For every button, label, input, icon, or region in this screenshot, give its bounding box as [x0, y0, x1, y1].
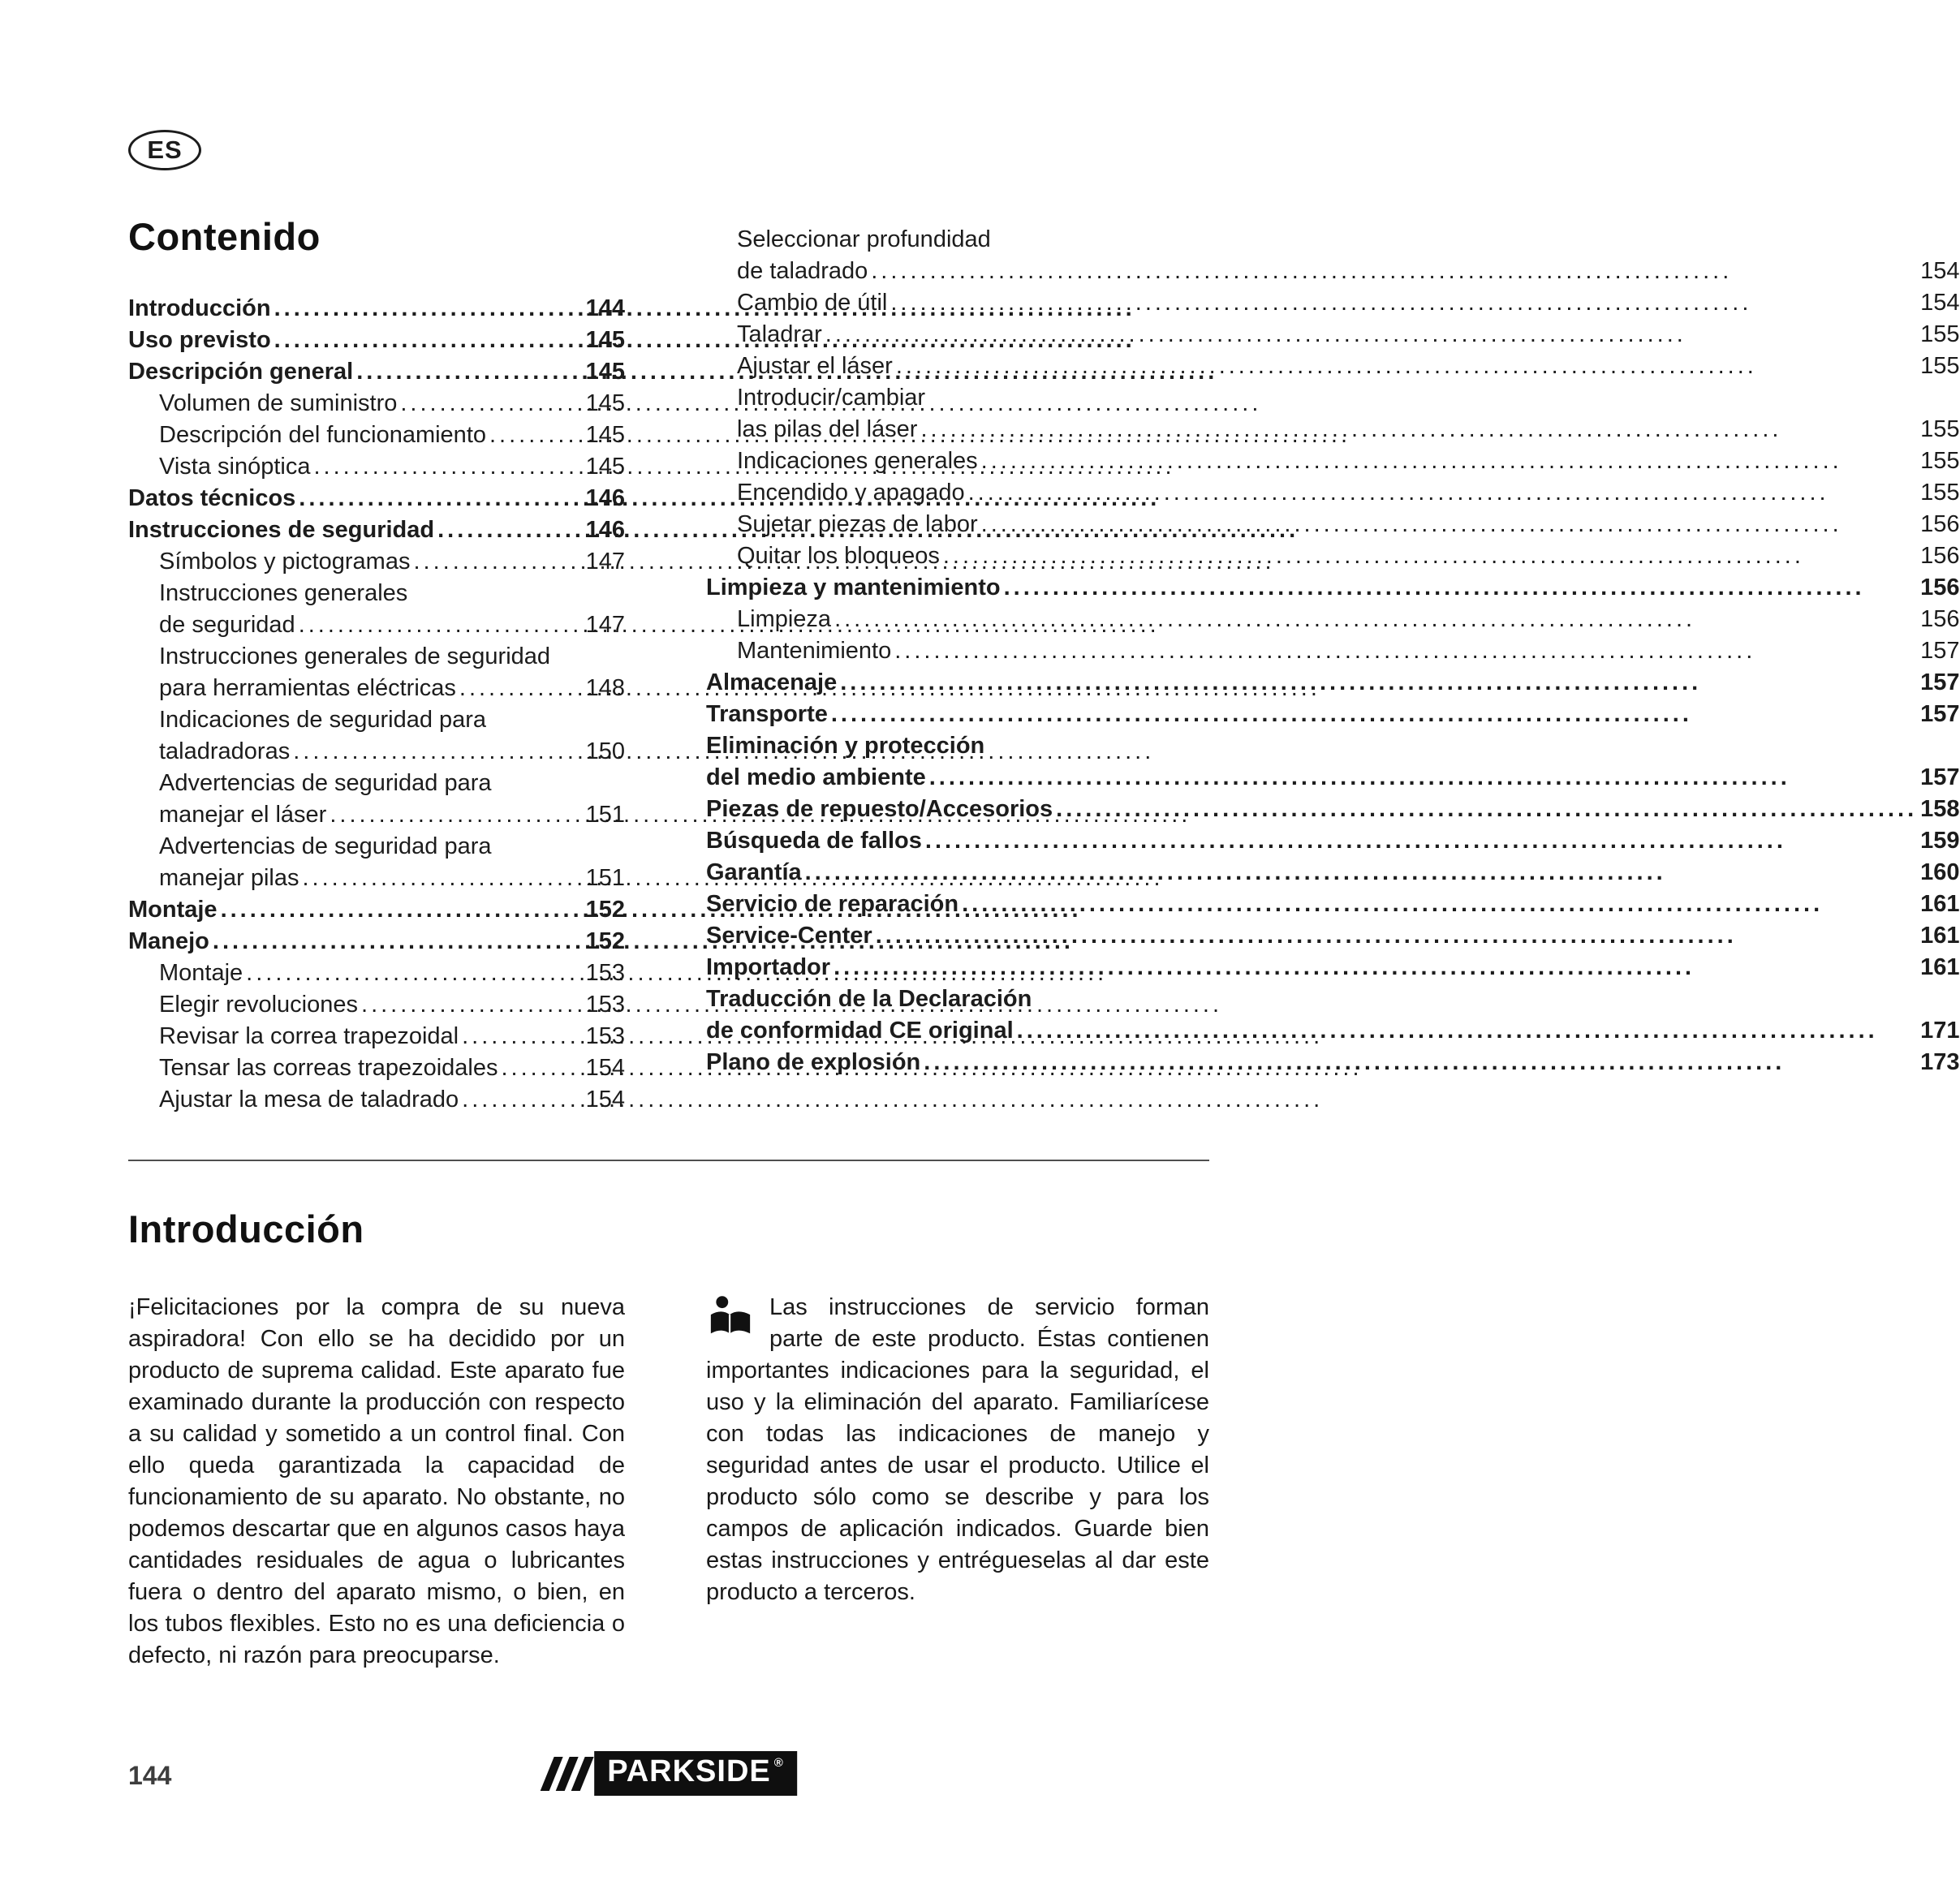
brand-box	[594, 1751, 797, 1796]
toc-dot-leader	[943, 540, 1917, 572]
toc-dot-leader	[968, 477, 1918, 509]
toc-entry-page: 146	[585, 485, 625, 511]
toc-entry-page: 147	[585, 549, 625, 575]
toc-entry-page: 152	[585, 928, 625, 954]
toc-entry-page: 156	[1920, 606, 1960, 632]
toc-entry-page: 161	[1920, 923, 1960, 949]
introduction-title: Introducción	[128, 1207, 364, 1250]
toc-dot-leader	[299, 483, 582, 514]
toc-dot-leader	[361, 989, 583, 1021]
toc-entry-label: Eliminación y protección	[706, 733, 985, 759]
toc-entry	[128, 831, 625, 894]
toc-entry-page: 158	[1920, 796, 1960, 822]
toc-entry-label: Importador	[706, 954, 831, 980]
toc-entry	[128, 546, 625, 578]
toc-dot-leader	[302, 863, 582, 894]
toc-dot-leader	[894, 635, 1917, 667]
toc-entry-label: Cambio de útil	[737, 290, 888, 316]
toc-column-left	[128, 214, 625, 1116]
toc-entry	[706, 477, 1960, 509]
toc-entry	[706, 604, 1960, 635]
toc-entry-label: Seleccionar profundidad	[737, 226, 991, 252]
page-footer	[128, 1749, 1209, 1796]
toc-dot-leader	[299, 609, 583, 641]
toc-entry	[128, 958, 625, 989]
toc-entry-label: Instrucciones de seguridad	[128, 517, 435, 543]
toc-dot-leader	[871, 256, 1917, 287]
toc-entry-label: manejar el láser	[159, 802, 327, 828]
toc-entry	[706, 667, 1960, 699]
toc-dot-leader	[890, 287, 1917, 319]
toc-entry-page: 156	[1920, 511, 1960, 537]
toc-entry	[128, 293, 625, 325]
toc-dot-leader	[400, 388, 582, 420]
toc-entry-label: Servicio de reparación	[706, 891, 959, 917]
toc-entry-label: Indicaciones generales	[737, 448, 978, 474]
toc-entry-label: de conformidad CE original	[706, 1018, 1014, 1044]
toc-dot-leader	[274, 325, 583, 356]
toc-entry	[128, 704, 625, 768]
toc-entry-label: Advertencias de seguridad para	[159, 833, 492, 859]
toc-entry	[706, 794, 1960, 825]
toc-entry-page: 157	[1920, 669, 1960, 695]
toc-column-left-list	[128, 293, 625, 1116]
toc-entry-page: 154	[585, 1055, 625, 1081]
contents-title: Contenido	[128, 215, 321, 258]
toc-entry	[706, 983, 1960, 1047]
toc-entry-page: 155	[1920, 416, 1960, 442]
toc-dot-leader	[825, 319, 1917, 351]
toc-entry	[128, 388, 625, 420]
language-badge: ES	[128, 130, 201, 170]
toc-entry	[128, 420, 625, 451]
toc-dot-leader	[501, 1052, 582, 1084]
toc-entry-page: 156	[1920, 543, 1960, 569]
toc-entry	[706, 351, 1960, 382]
toc-dot-leader	[489, 420, 583, 451]
toc-entry-label: Garantía	[706, 859, 802, 885]
toc-entry-label: Mantenimiento	[737, 638, 892, 664]
intro-paragraph-left: ¡Felicitaciones por la compra de su nueva aspiradora! Con ello se ha decidido por un producto de suprema calidad. Este aparato fue examinado durante la producción con respecto a su calidad y sometido a un control final. Con ello queda garantizada la capacidad de funcionamiento de su aparato. No obstante, no podemos descartar que en algunos casos haya cantidades residuales de agua o lubricantes fuera o dentro del aparato mismo, o bien, en los tubos flexibles. Esto no es una deficiencia o defecto, ni razón para preocuparse.	[128, 1294, 625, 1668]
toc-entry-label: Traducción de la Declaración	[706, 986, 1032, 1012]
toc-dot-leader	[981, 445, 1918, 477]
parkside-logo	[541, 1751, 797, 1796]
toc-entry	[706, 572, 1960, 604]
toc-dot-leader	[1004, 572, 1918, 604]
toc-dot-leader	[293, 736, 582, 768]
toc-entry-label: Encendido y apagado	[737, 480, 965, 506]
toc-entry-label: Plano de explosión	[706, 1049, 921, 1075]
page-number: 144	[128, 1761, 172, 1790]
toc-entry-page: 161	[1920, 891, 1960, 917]
toc-entry	[128, 894, 625, 926]
section-divider	[128, 1160, 1209, 1161]
toc-entry-page: 155	[1920, 480, 1960, 506]
toc-entry-label: Instrucciones generales de seguridad	[159, 643, 551, 669]
toc-entry	[706, 540, 1960, 572]
toc-entry-page: 171	[1920, 1018, 1960, 1044]
brand-name: PARKSIDE	[607, 1754, 771, 1789]
toc-entry-label: de taladrado	[737, 258, 868, 284]
toc-entry	[706, 952, 1960, 983]
toc-dot-leader	[920, 414, 1917, 445]
toc-entry-label: Elegir revoluciones	[159, 992, 359, 1018]
registered-mark-icon: ®	[773, 1756, 784, 1771]
toc-entry-label: Símbolos y pictogramas	[159, 549, 411, 575]
table-of-contents	[128, 214, 1960, 1116]
toc-entry-label: Descripción del funcionamiento	[159, 422, 486, 448]
toc-entry	[706, 635, 1960, 667]
toc-entry-page: 145	[585, 422, 625, 448]
toc-entry	[128, 1052, 625, 1084]
toc-entry	[706, 920, 1960, 952]
toc-entry-page: 157	[1920, 764, 1960, 790]
toc-dot-leader	[330, 799, 582, 831]
toc-entry-page: 153	[585, 960, 625, 986]
read-manual-icon	[706, 1294, 755, 1336]
toc-dot-leader	[896, 351, 1917, 382]
toc-dot-leader	[221, 894, 583, 926]
toc-entry	[706, 699, 1960, 730]
toc-entry	[128, 926, 625, 958]
toc-entry-label: Almacenaje	[706, 669, 838, 695]
toc-dot-leader	[925, 825, 1917, 857]
toc-entry-page: 157	[1920, 638, 1960, 664]
toc-entry-page: 155	[1920, 321, 1960, 347]
toc-dot-leader	[246, 958, 582, 989]
toc-entry	[128, 451, 625, 483]
toc-entry	[706, 730, 1960, 794]
toc-dot-leader	[213, 926, 583, 958]
toc-entry-label: Volumen de suministro	[159, 390, 398, 416]
toc-entry-page: 145	[585, 390, 625, 416]
intro-right-text: Las instrucciones de servicio forman parte de este producto. Éstas contienen importantes indicaciones para la seguridad, el uso y la eliminación del aparato. Familiarícese con todas las indicaciones de manejo y seguridad antes de usar el producto. Utilice el producto sólo como se describe y para los campos de aplicación indicados. Guarde bien estas instrucciones y entrégueselas al dar este producto a terceros.	[706, 1294, 1209, 1605]
toc-entry-page: 148	[585, 675, 625, 701]
toc-entry-page: 145	[585, 359, 625, 385]
toc-entry-page: 151	[585, 802, 625, 828]
toc-entry-page: 150	[585, 738, 625, 764]
toc-entry-label: Sujetar piezas de labor	[737, 511, 978, 537]
toc-entry	[128, 1084, 625, 1116]
toc-entry-label: las pilas del láser	[737, 416, 918, 442]
toc-entry	[706, 445, 1960, 477]
toc-entry-page: 146	[585, 517, 625, 543]
toc-entry-label: manejar pilas	[159, 865, 299, 891]
toc-entry	[706, 319, 1960, 351]
intro-paragraph-right	[706, 1292, 1209, 1672]
toc-entry-page: 155	[1920, 353, 1960, 379]
toc-entry-label: Limpieza y mantenimiento	[706, 575, 1001, 600]
toc-entry-page: 153	[585, 1023, 625, 1049]
toc-dot-leader	[313, 451, 582, 483]
toc-entry-label: Introducción	[128, 295, 271, 321]
toc-entry	[128, 768, 625, 831]
toc-entry-label: Manejo	[128, 928, 209, 954]
toc-column-right	[706, 214, 1960, 1116]
toc-entry-page: 145	[585, 454, 625, 480]
toc-dot-leader	[834, 604, 1917, 635]
toc-entry-page: 155	[1920, 448, 1960, 474]
toc-dot-leader	[1056, 794, 1917, 825]
toc-entry-label: Descripción general	[128, 359, 354, 385]
toc-entry	[128, 1021, 625, 1052]
toc-entry-label: Limpieza	[737, 606, 832, 632]
toc-entry	[128, 641, 625, 704]
toc-dot-leader	[831, 699, 1917, 730]
toc-entry-page: 154	[1920, 258, 1960, 284]
toc-dot-leader	[437, 514, 583, 546]
toc-entry-label: Introducir/cambiar	[737, 385, 926, 411]
toc-entry-label: taladradoras	[159, 738, 291, 764]
toc-dot-leader	[981, 509, 1918, 540]
toc-entry	[706, 1047, 1960, 1078]
toc-entry-label: Revisar la correa trapezoidal	[159, 1023, 459, 1049]
toc-entry-label: Vista sinóptica	[159, 454, 311, 480]
toc-entry	[128, 483, 625, 514]
toc-entry	[128, 356, 625, 388]
toc-entry	[706, 224, 1960, 287]
toc-entry	[128, 325, 625, 356]
toc-entry-page: 154	[585, 1087, 625, 1113]
toc-entry-page: 157	[1920, 701, 1960, 727]
toc-entry	[128, 514, 625, 546]
toc-entry-label: Datos técnicos	[128, 485, 296, 511]
toc-entry-page: 147	[585, 612, 625, 638]
toc-entry	[706, 889, 1960, 920]
toc-entry-label: Tensar las correas trapezoidales	[159, 1055, 498, 1081]
toc-dot-leader	[462, 1021, 582, 1052]
toc-dot-leader	[876, 920, 1917, 952]
toc-entry-label: Ajustar el láser	[737, 353, 893, 379]
toc-entry-label: Piezas de repuesto/Accesorios	[706, 796, 1053, 822]
toc-entry-page: 154	[1920, 290, 1960, 316]
toc-dot-leader	[840, 667, 1917, 699]
toc-entry-label: Advertencias de seguridad para	[159, 770, 492, 796]
toc-entry	[706, 825, 1960, 857]
toc-dot-leader	[459, 673, 583, 704]
brand-slashes-icon	[541, 1757, 587, 1791]
toc-dot-leader	[1017, 1015, 1918, 1047]
toc-entry-label: para herramientas eléctricas	[159, 675, 456, 701]
introduction-section	[128, 1292, 1209, 1672]
toc-entry-label: Transporte	[706, 701, 828, 727]
toc-dot-leader	[805, 857, 1918, 889]
toc-entry-page: 152	[585, 897, 625, 923]
toc-entry-label: Instrucciones generales	[159, 580, 408, 606]
toc-entry	[706, 382, 1960, 445]
toc-dot-leader	[356, 356, 582, 388]
toc-entry-label: Montaje	[128, 897, 218, 923]
toc-entry-page: 159	[1920, 828, 1960, 854]
toc-entry-page: 160	[1920, 859, 1960, 885]
toc-entry-label: Quitar los bloqueos	[737, 543, 940, 569]
toc-entry	[706, 287, 1960, 319]
toc-entry	[706, 857, 1960, 889]
toc-dot-leader	[834, 952, 1917, 983]
toc-dot-leader	[929, 762, 1917, 794]
toc-entry-label: Service-Center	[706, 923, 872, 949]
toc-entry-label: del medio ambiente	[706, 764, 926, 790]
toc-entry	[128, 989, 625, 1021]
toc-dot-leader	[274, 293, 583, 325]
toc-entry-label: Montaje	[159, 960, 243, 986]
toc-entry-label: Taladrar	[737, 321, 822, 347]
toc-entry-page: 144	[585, 295, 625, 321]
toc-entry-label: Búsqueda de fallos	[706, 828, 922, 854]
toc-column-right-list	[706, 224, 1960, 1078]
toc-dot-leader	[962, 889, 1917, 920]
toc-entry-page: 151	[585, 865, 625, 891]
toc-entry-page: 153	[585, 992, 625, 1018]
toc-entry-label: Uso previsto	[128, 327, 271, 353]
toc-entry-page: 156	[1920, 575, 1960, 600]
toc-entry	[706, 509, 1960, 540]
toc-entry	[128, 578, 625, 641]
toc-entry-label: Ajustar la mesa de taladrado	[159, 1087, 459, 1113]
toc-dot-leader	[924, 1047, 1917, 1078]
toc-entry-label: Indicaciones de seguridad para	[159, 707, 487, 733]
toc-dot-leader	[462, 1084, 582, 1116]
toc-entry-page: 173	[1920, 1049, 1960, 1075]
toc-dot-leader	[413, 546, 582, 578]
toc-entry-page: 145	[585, 327, 625, 353]
toc-entry-page: 161	[1920, 954, 1960, 980]
toc-entry-label: de seguridad	[159, 612, 295, 638]
